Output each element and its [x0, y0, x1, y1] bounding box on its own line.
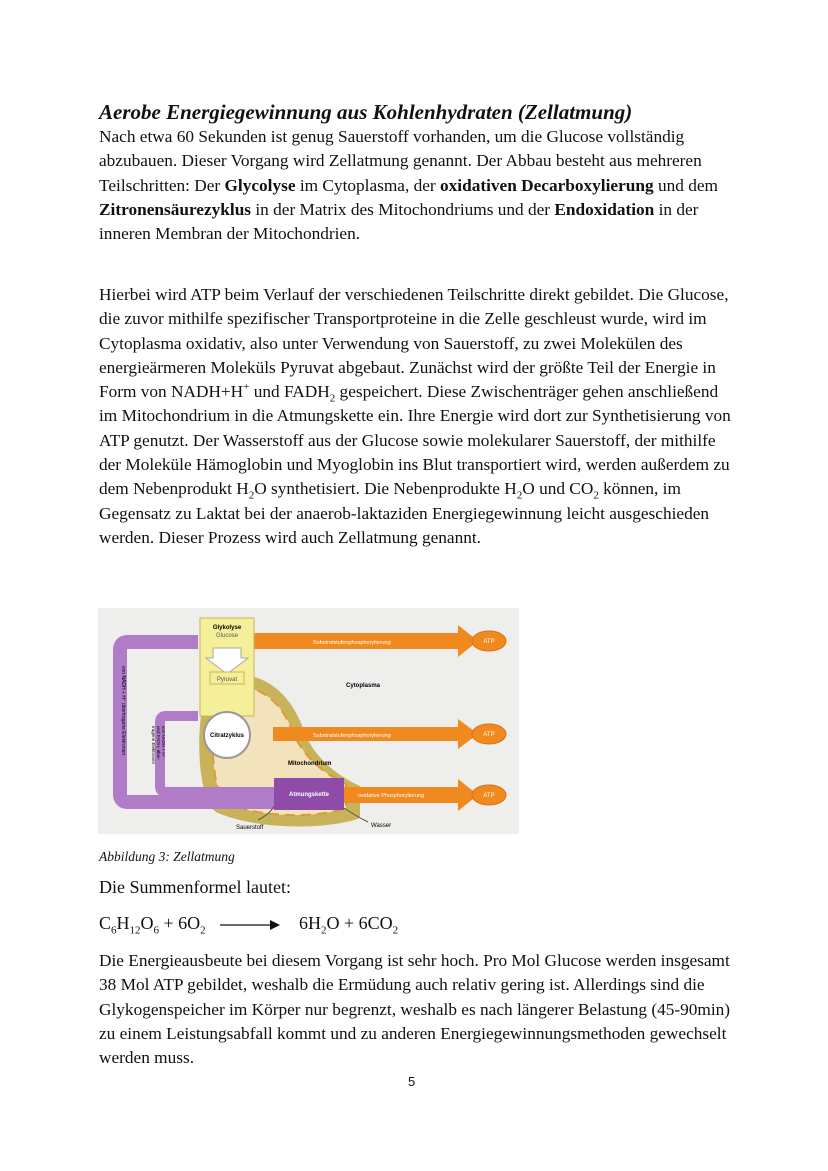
- atp-label-1: ATP: [483, 639, 495, 645]
- inner-electron-label-1: von NADH + H⁺: [161, 726, 166, 759]
- bold-term-glycolyse: Glycolyse: [224, 175, 296, 195]
- paragraph-energy-yield: Die Energieausbeute bei diesem Vorgang ist sehr hoch. Pro Mol Glucose werden insgesamt 38 Mol ATP gebildet, weshalb die Ermüdung auch relativ gering ist. Allerdings sind die Glykogenspeicher im Körper nur begrenzt, weshalb es nach längerer Belastung (45-90min) zu einem Leistungsabfall kommt und zu anderen Energiegewinnungsmethoden gewechselt werden muss.: [99, 951, 731, 1068]
- formula-lhs: [99, 913, 206, 937]
- subscript: 2: [516, 489, 523, 502]
- bold-term-zitronensaeurezyklus: Zitronensäurezyklus: [99, 199, 252, 219]
- text-run: in der inneren Membran der Mitochondrien.: [99, 199, 699, 244]
- formula-sub: 6: [111, 924, 117, 937]
- mitochondrium-label: Mitochondrium: [288, 761, 332, 767]
- figure-caption: Abbildung 3: Zellatmung: [99, 849, 235, 864]
- page-number: 5: [408, 1074, 416, 1089]
- zellatmung-diagram: [98, 608, 519, 834]
- formula-part: H: [116, 913, 130, 933]
- formula-sub: 6: [153, 924, 160, 937]
- cytoplasma-label: Cytoplasma: [346, 683, 381, 689]
- text-run: und dem: [653, 175, 718, 195]
- glykolyse-label: Glykolyse: [212, 625, 242, 631]
- atmungskette-label: Atmungskette: [288, 792, 330, 798]
- formula-part: O + 6CO: [326, 913, 393, 933]
- text-run: und FADH: [249, 382, 330, 402]
- subscript: 2: [593, 489, 599, 502]
- bold-term-endoxidation: Endoxidation: [554, 199, 655, 219]
- reaction-arrow-icon: [220, 919, 280, 931]
- glucose-label: Glucose: [215, 633, 239, 639]
- sum-formula: [99, 913, 559, 941]
- paragraph-process: [99, 283, 739, 550]
- diagram-svg: [98, 608, 519, 834]
- inner-electron-label-3: tragene Elektronen: [151, 726, 156, 765]
- text-run: O synthetisiert. Die Nebenprodukte H: [254, 479, 517, 499]
- left-electron-label: von NADH + H⁺ übertragene Elektronen: [120, 666, 126, 756]
- sauerstoff-label: Sauerstoff: [236, 825, 264, 831]
- superscript: +: [243, 381, 250, 394]
- paragraph-intro: [99, 125, 739, 246]
- formula-part: C: [99, 913, 112, 933]
- formula-part: + 6O: [159, 913, 201, 933]
- text-run: O und CO: [522, 479, 594, 499]
- formula-part: 6H: [299, 913, 321, 933]
- text-run: Nach etwa 60 Sekunden ist genug Sauerstoff vorhanden, um die Glucose vollständig abzubauen. Dieser Vorgang wird Zellatmung genannt. Der Abbau besteht aus mehreren Teilschritten: Der: [99, 127, 702, 195]
- citratzyklus-label: Citratzyklus: [209, 733, 245, 739]
- formula-sub: 2: [200, 924, 206, 937]
- formula-sub: 12: [129, 924, 141, 937]
- subscript: 2: [248, 489, 255, 502]
- substrat-label-1: Substratstufenphosphorylierung: [313, 640, 391, 646]
- formula-rhs: [299, 913, 399, 937]
- text-run: gespeichert. Diese Zwischenträger gehen anschließend im Mitochondrium in die Atmungskette ein. Ihre Energie wird dort zur Synthetisierung von ATP genutzt. Der Wasserstoff aus der Glucose sowie molekularer Sauerstoff, der mithilfe der Moleküle Hämoglobin und Myoglobin ins Blut transportiert wird, werden außerdem zu dem Nebenprodukt H: [99, 382, 731, 499]
- formula-intro: Die Summenformel lautet:: [99, 877, 291, 897]
- oxidative-label: oxidative Phosphorylierung: [358, 793, 425, 799]
- text-run: im Cytoplasma, der: [295, 175, 441, 195]
- text-run: können, im Gegensatz zu Laktat bei der anaerob-laktaziden Energiegewinnung leicht ausgeschieden werden. Dieser Prozess wird auch Zellatmung genannt.: [99, 479, 710, 547]
- substrat-label-2: Substratstufenphosphorylierung: [313, 733, 391, 739]
- formula-part: O: [140, 913, 154, 933]
- text-run: Hierbei wird ATP beim Verlauf der verschiedenen Teilschritte direkt gebildet. Die Glucose, die zuvor mithilfe spezifischer Transportproteine in die Zelle geschleust wurde, wird im Cytoplasma oxidativ, also unter Verwendung von Sauerstoff, zu zwei Molekülen des energieärmeren Moleküls Pyruvat abgebaut. Zunächst wird der größte Teil der Energie in Form von NADH+H: [99, 285, 729, 402]
- bold-term-decarboxylierung: oxidativen Decarboxylierung: [440, 175, 654, 195]
- atp-label-3: ATP: [483, 793, 495, 799]
- atp-label-2: ATP: [483, 732, 495, 738]
- pyruvat-label: Pyruvat: [216, 677, 238, 683]
- subscript: 2: [329, 392, 336, 405]
- inner-electron-label-2: und FADH₂ über-: [156, 726, 161, 761]
- formula-sub: 2: [392, 924, 399, 937]
- wasser-label: Wasser: [371, 823, 392, 829]
- section-title: Aerobe Energiegewinnung aus Kohlenhydraten (Zellatmung): [99, 100, 633, 124]
- text-run: in der Matrix des Mitochondriums und der: [251, 199, 555, 219]
- formula-sub: 2: [321, 924, 327, 937]
